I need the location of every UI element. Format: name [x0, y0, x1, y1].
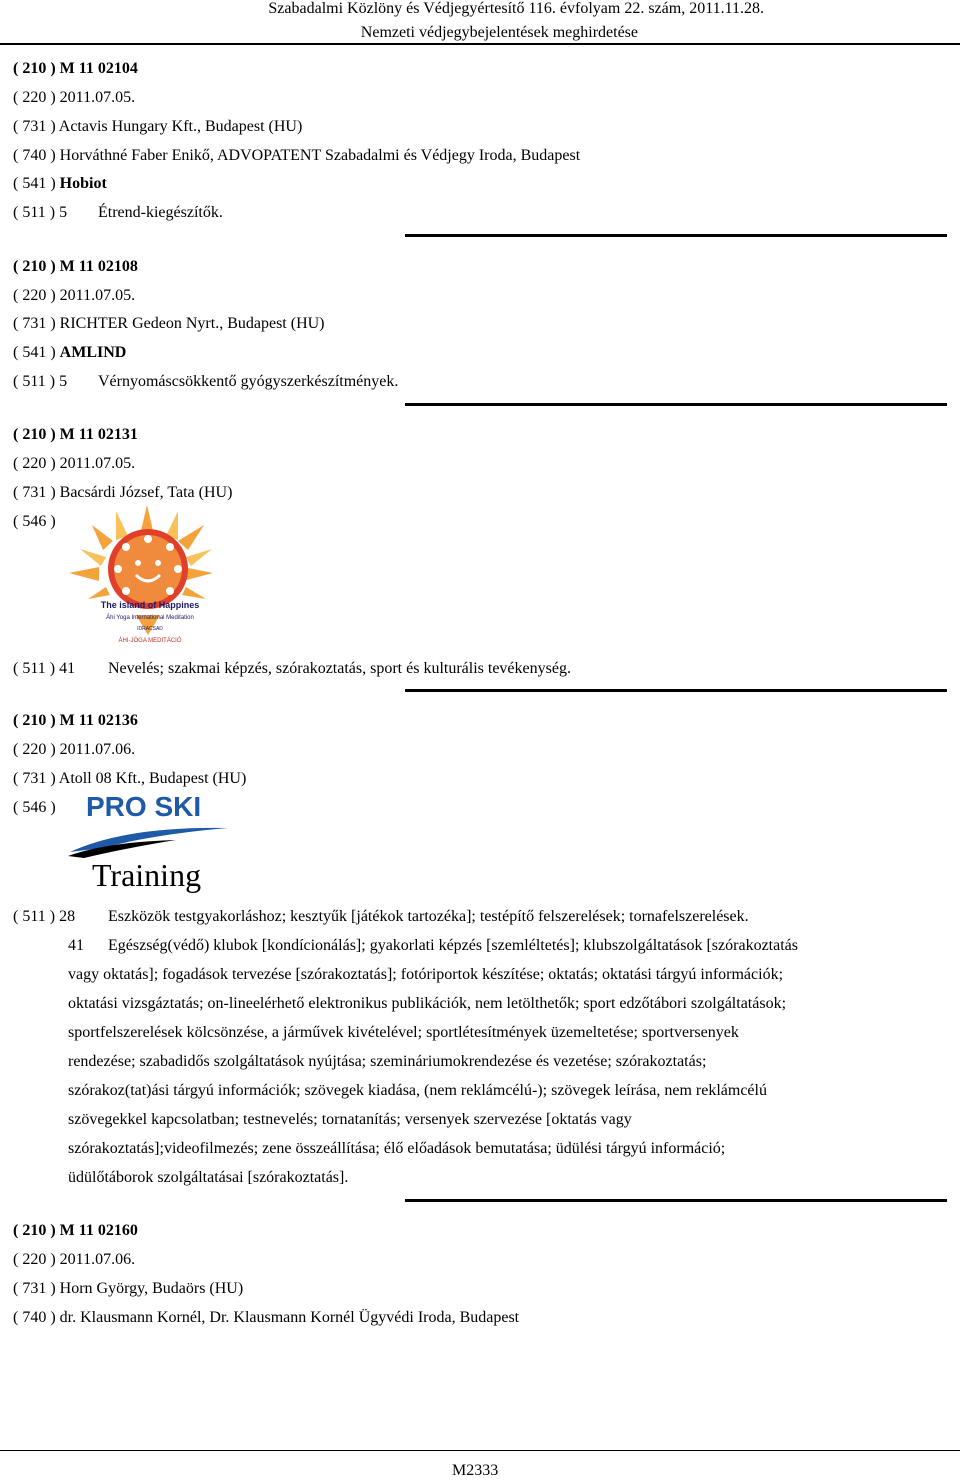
class-code: ( 511 ) 5	[13, 204, 68, 221]
representative: ( 740 ) dr. Klausmann Kornél, Dr. Klausmann Kornél Ügyvédi Iroda, Budapest	[13, 1309, 520, 1326]
applicant: ( 731 ) Horn György, Budaörs (HU)	[13, 1280, 244, 1297]
logo-name: IDRACSAD	[137, 626, 163, 632]
mark-word: AMLIND	[59, 344, 127, 361]
class-code: 41	[68, 937, 84, 954]
class-text: Egészség(védő) klubok [kondícionálás]; gyakorlati képzés [szemléltetés]; klubszolgáltatások [szórakoztatás	[108, 937, 798, 954]
word-mark	[13, 343, 126, 363]
class-code: ( 511 ) 41	[13, 660, 76, 677]
class-line	[13, 659, 571, 679]
class-text-line: sportfelszerelések kölcsönzése, a járművek kivételével; sportlétesítmények üzemeltetése; sportversenyek	[68, 1024, 739, 1041]
sun-logo-graphic	[66, 503, 216, 646]
footer-divider	[0, 1450, 960, 1451]
class-text-line: oktatási vizsgáztatás; on-lineelérhető elektronikus publikációk, nem letölthetők; sport edzőtábori szolgáltatások;	[68, 995, 787, 1012]
class-text-line: szórakoz(tat)ási tárgyú információk; szövegek kiadása, (nem reklámcélú-); szövegek leírása, nem reklámcélú	[68, 1082, 767, 1099]
application-number: ( 210 ) M 11 02108	[13, 258, 138, 275]
sun-logo	[66, 503, 216, 646]
filing-date: ( 220 ) 2011.07.05.	[13, 89, 136, 106]
class-text-line: vagy oktatás]; fogadások tervezése [szórakoztatás]; fotóriportok készítése; oktatás; oktatási tárgyú információk;	[68, 966, 784, 983]
swoosh-upper	[70, 828, 228, 852]
class-text: Nevelés; szakmai képzés, szórakoztatás, sport és kulturális tevékenység.	[108, 660, 571, 677]
application-number: ( 210 ) M 11 02104	[13, 60, 138, 77]
application-number: ( 210 ) M 11 02136	[13, 712, 138, 729]
logo-caption: ÁHI-JÓGA MEDITÁCIÓ	[118, 638, 182, 644]
page-number: M2333	[452, 1462, 499, 1479]
class-text-line: szórakoztatás];videofilmezés; zene összeállítása; élő előadások bemutatása; üdülési tárgyú információ;	[68, 1140, 726, 1157]
entry-separator	[405, 1199, 947, 1202]
applicant: ( 731 ) RICHTER Gedeon Nyrt., Budapest (HU)	[13, 315, 325, 332]
class-code: ( 511 ) 28	[13, 908, 76, 925]
mark-code: ( 541 )	[13, 344, 56, 361]
applicant: ( 731 ) Bacsárdi József, Tata (HU)	[13, 484, 233, 501]
header-divider	[0, 43, 960, 45]
filing-date: ( 220 ) 2011.07.06.	[13, 1251, 136, 1268]
mark-word: Hobiot	[59, 175, 107, 192]
filing-date: ( 220 ) 2011.07.05.	[13, 287, 136, 304]
logo-subtitle: Áhi Yoga International Meditation	[106, 615, 194, 621]
class-text: Étrend-kiegészítők.	[98, 204, 223, 221]
class-text-line: szövegekkel kapcsolatban; testnevelés; tornatanítás; versenyek szervezése [oktatás vagy	[68, 1111, 632, 1128]
left-eye	[135, 560, 141, 566]
logo-pro-ski-text: PRO SKI	[86, 791, 202, 822]
filing-date: ( 220 ) 2011.07.06.	[13, 741, 136, 758]
pro-ski-logo-graphic	[66, 790, 236, 894]
filing-date: ( 220 ) 2011.07.05.	[13, 455, 136, 472]
class-code: ( 511 ) 5	[13, 373, 68, 390]
representative: ( 740 ) Horváthné Faber Enikő, ADVOPATENT Szabadalmi és Védjegy Iroda, Budapest	[13, 147, 581, 164]
entry-separator	[405, 689, 947, 692]
pro-ski-logo	[66, 790, 236, 894]
class-line	[13, 372, 398, 392]
class-line	[13, 203, 223, 223]
logo-training-text: Training	[92, 857, 202, 893]
figure-code: ( 546 )	[13, 513, 56, 530]
figure-code: ( 546 )	[13, 799, 56, 816]
class-line	[13, 907, 749, 927]
application-number: ( 210 ) M 11 02131	[13, 426, 138, 443]
right-eye	[155, 560, 161, 566]
class-text: Vérnyomáscsökkentő gyógyszerkészítmények.	[98, 373, 399, 390]
class-text: Eszközök testgyakorláshoz; kesztyűk [játékok tartozéka]; testépítő felszerelések; tornafelszerelések.	[108, 908, 749, 925]
applicant: ( 731 ) Atoll 08 Kft., Budapest (HU)	[13, 770, 247, 787]
class-41-block	[68, 931, 948, 1192]
logo-slogan: The island of Happines	[100, 600, 200, 610]
class-text-line: rendezése; szabadidős szolgáltatások nyújtása; szemináriumokrendezése és vezetése; szórakoztatás;	[68, 1053, 707, 1070]
application-number: ( 210 ) M 11 02160	[13, 1222, 138, 1239]
class-text-line: üdülőtáborok szolgáltatásai [szórakoztatás].	[68, 1169, 349, 1186]
section-title: Nemzeti védjegybejelentések meghirdetése	[360, 24, 638, 41]
entry-separator	[405, 403, 947, 406]
mark-code: ( 541 )	[13, 175, 56, 192]
entry-separator	[405, 234, 947, 237]
word-mark	[13, 174, 107, 194]
applicant: ( 731 ) Actavis Hungary Kft., Budapest (HU)	[13, 118, 303, 135]
journal-title: Szabadalmi Közlöny és Védjegyértesítő 116. évfolyam 22. szám, 2011.11.28.	[268, 0, 764, 17]
class-41-first-line	[68, 931, 948, 960]
